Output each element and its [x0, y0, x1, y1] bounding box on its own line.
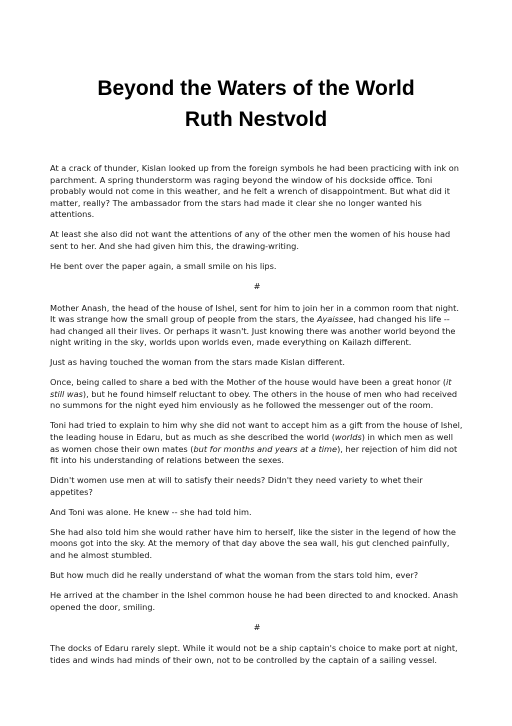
paragraph-4-text-a: Mother Anash, the head of the house of Ishel, sent for him to join her in a common room that night. It was strange how the small group of people from the stars, the — [50, 302, 459, 325]
document-body — [50, 163, 464, 675]
paragraph-6-text-a: Once, being called to share a bed with the Mother of the house would have been a great honor ( — [50, 377, 447, 388]
paragraph-9: And Toni was alone. He knew -- she had told him. — [50, 506, 252, 517]
paragraph-7-emphasis-1: worlds — [334, 432, 362, 443]
paragraph-4-text-b: , had changed his life -- had changed all their lives. Or perhaps it wasn't. Just knowing there was another world beyond the night writing in the sky, worlds upon worlds even, made everything on Kailazh different. — [50, 314, 456, 348]
paragraph-11: But how much did he really understand of what the woman from the stars told him, ever? — [50, 569, 419, 580]
document-author: Ruth Nestvold — [184, 108, 328, 131]
section-separator: # — [253, 280, 261, 291]
paragraph-10: She had also told him she would rather have him to herself, like the sister in the legend of how the moons got into the sky. At the memory of that day above the sea wall, his gut clenched painfully, and he almost stumbled. — [50, 526, 456, 560]
paragraph-5: Just as having touched the woman from the stars made Kislan different. — [50, 357, 345, 368]
paragraph-6-emphasis: it still was — [50, 377, 452, 399]
paragraph-4-emphasis: Ayaissee — [316, 314, 354, 325]
paragraph-7-emphasis-2: but for months and years at a time — [193, 443, 338, 454]
section-separator-2: # — [253, 621, 261, 632]
paragraph-3: He bent over the paper again, a small smile on his lips. — [50, 260, 277, 271]
document-title: Beyond the Waters of the World — [97, 77, 415, 100]
paragraph-7-text-b: ) in which men as well as women chose their own mates ( — [50, 432, 454, 454]
paragraph-7-text-a: Toni had tried to explain to him why she did not want to accept him as a gift from the house of Ishel, the leading house in Edaru, but as much as she described the world ( — [50, 420, 463, 443]
paragraph-6 — [50, 377, 464, 412]
paragraph-8: Didn't women use men at will to satisfy their needs? Didn't they need variety to whet their appetites? — [50, 475, 423, 497]
paragraph-13: The docks of Edaru rarely slept. While it would not be a ship captain's choice to make port at night, tides and winds had minds of their own, not to be controlled by the captain of a sailing vessel. — [50, 643, 458, 665]
paragraph-4 — [50, 303, 464, 349]
paragraph-7-text-c: ), her rejection of him did not fit into his understanding of relations between the sexes. — [50, 443, 458, 466]
paragraph-6-text-b: ), but he found himself reluctant to obey. The others in the house of men who had received no summons for the night eyed him enviously as he followed the messenger out of the room. — [50, 388, 458, 411]
paragraph-2: At least she also did not want the attentions of any of the other men the women of his house had sent to her. And she had given him this, the drawing-writing. — [50, 229, 451, 251]
paragraph-7 — [50, 420, 464, 466]
paragraph-12: He arrived at the chamber in the Ishel common house he had been directed to and knocked. Anash opened the door, smiling. — [50, 589, 459, 612]
paragraph-1: At a crack of thunder, Kislan looked up from the foreign symbols he had been practicing with ink on parchment. A spring thunderstorm was raging beyond the window of his dockside office. Toni probably would not come in this weather, and he felt a wrench of disappointment. But what did it matter, really? The ambassador from the stars had made it clear she no longer wanted his attentions. — [50, 163, 459, 220]
